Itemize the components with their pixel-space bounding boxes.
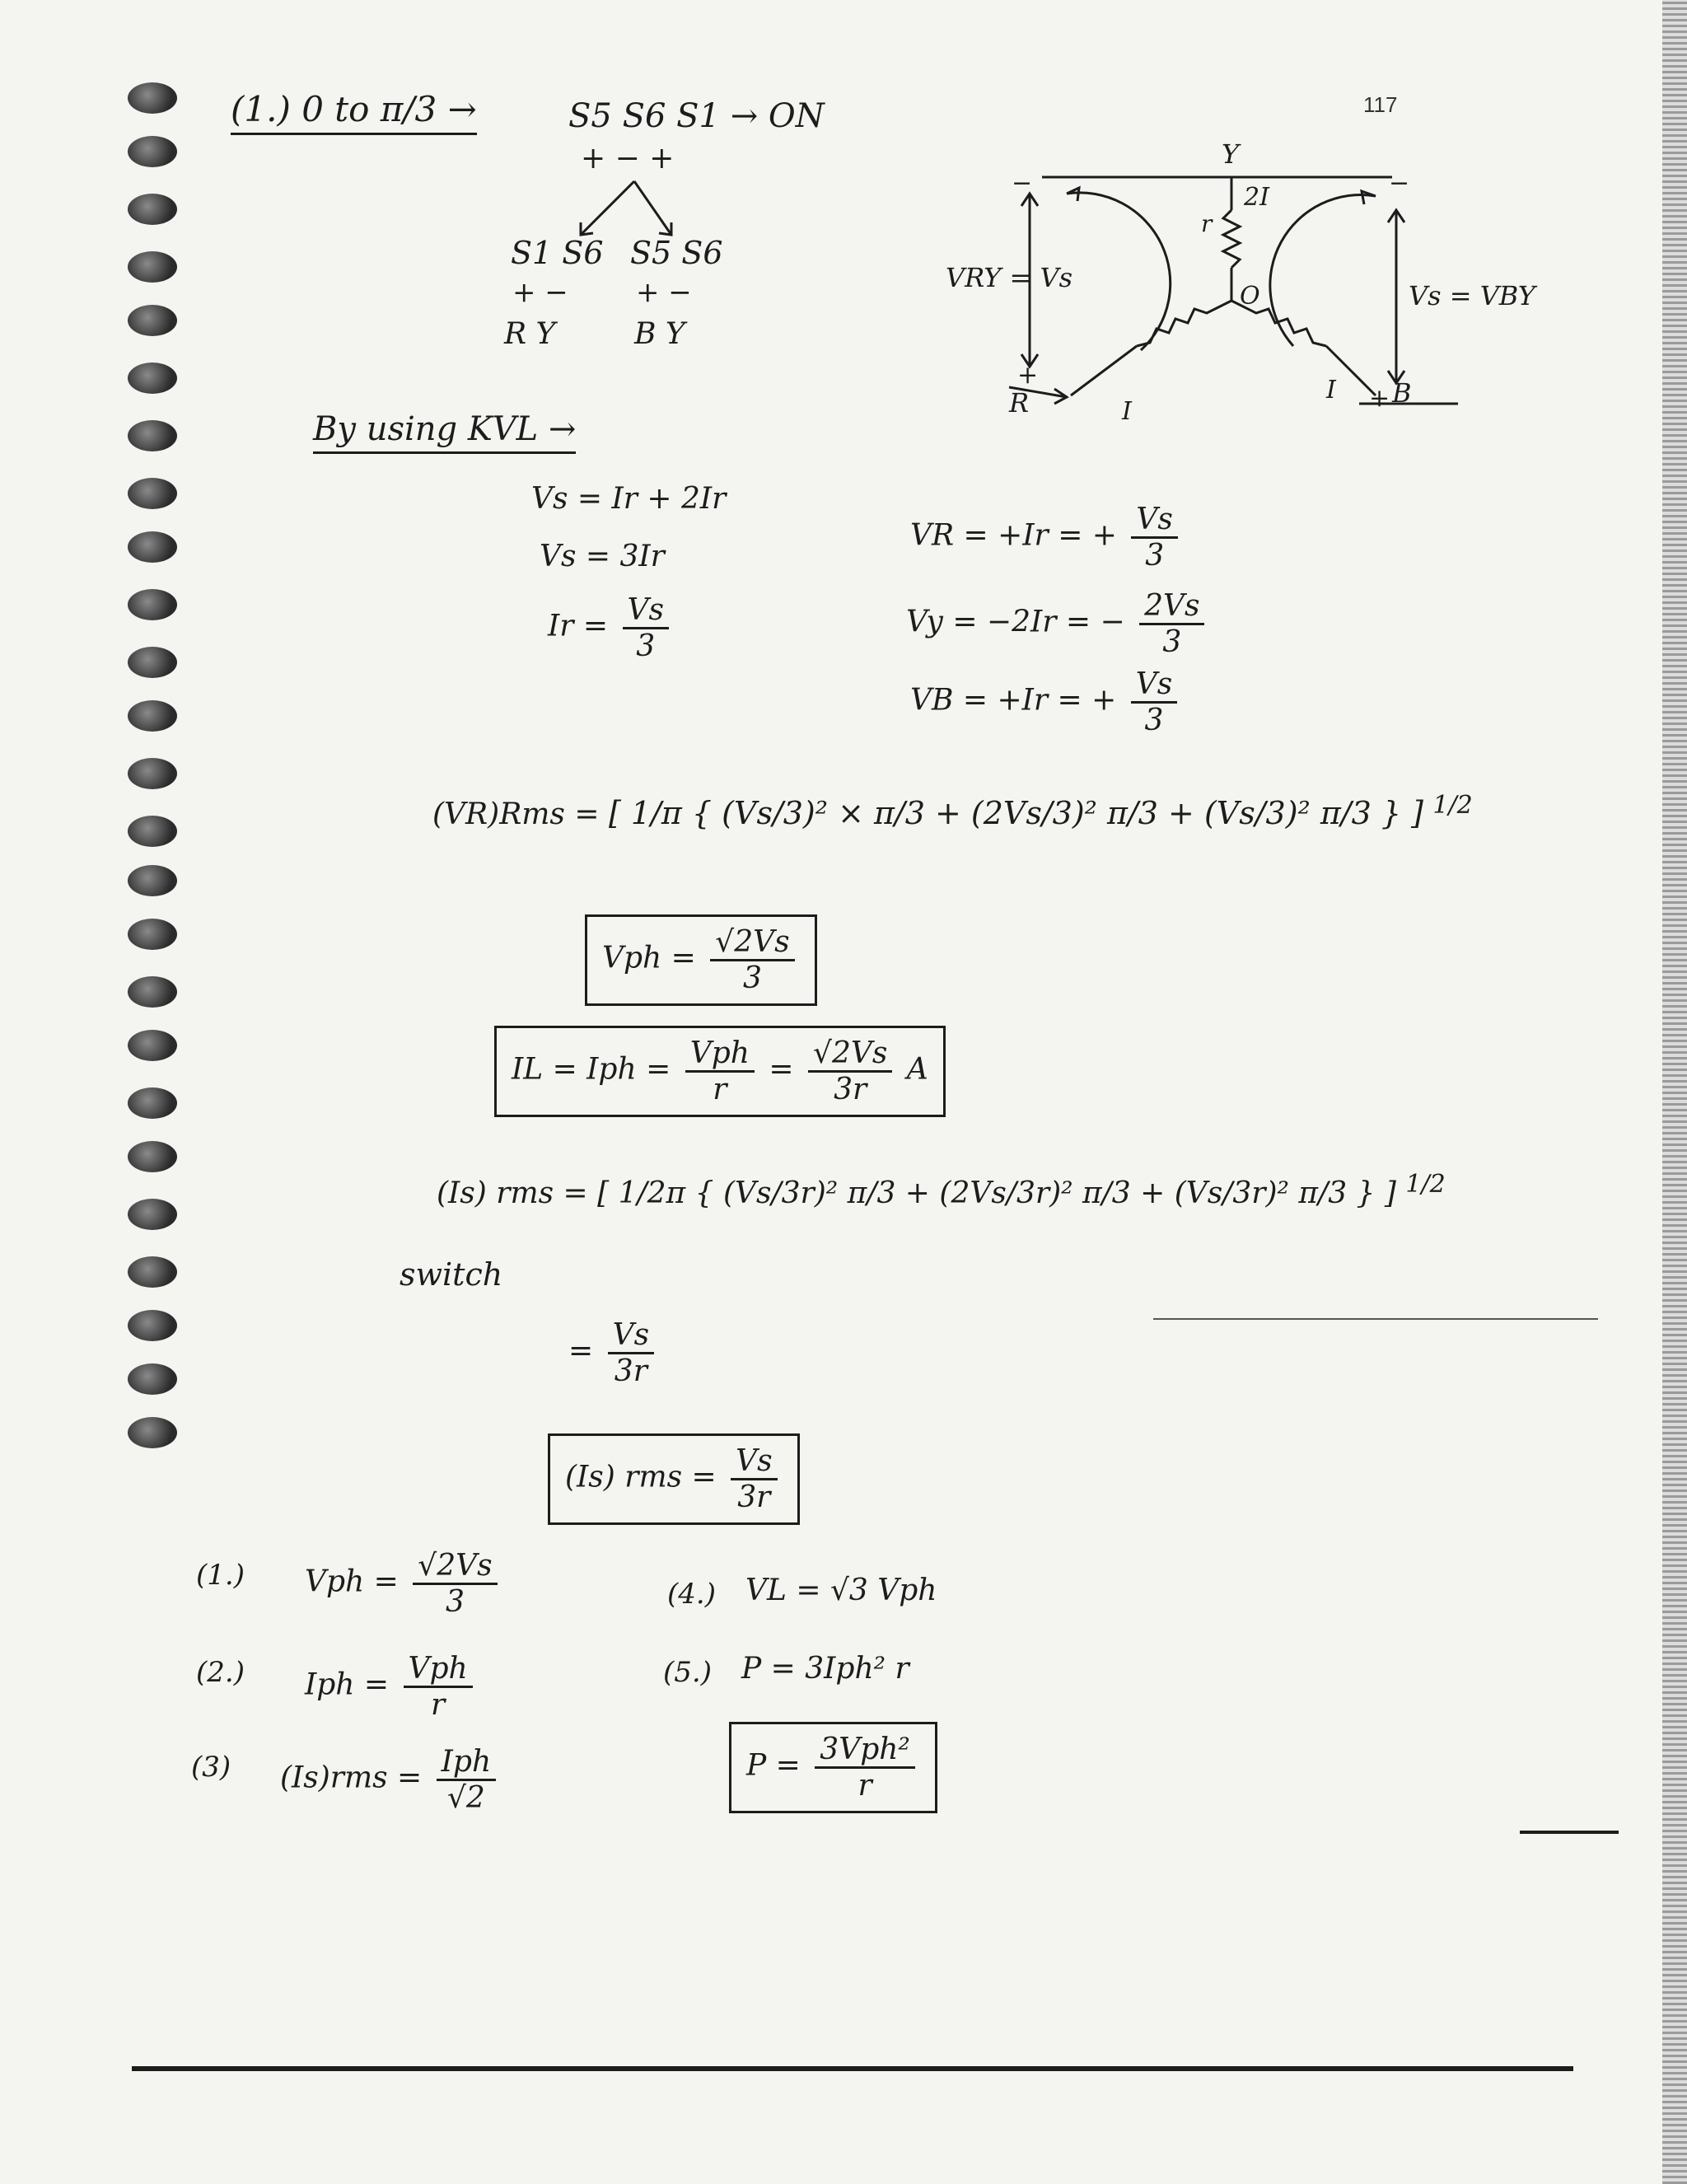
margin-mark [1520,1831,1619,1834]
vr-equation: VR = +Ir = + $\frac{Vs}{3}$ [910,503,1183,573]
scan-edge [1662,0,1687,2184]
current-2i: 2I [1244,183,1269,212]
is-simplified: = $\frac{Vs}{3r}$ [568,1318,659,1388]
node-o: O [1240,282,1260,311]
right-signs: + − [636,276,692,309]
kvl-heading: By using KVL → [313,410,576,454]
current-i-left: I [1122,397,1132,426]
minus-left: − [1012,169,1033,198]
node-b: B [1392,377,1412,409]
left-pair: S1 S6 [511,235,604,271]
divider-line [1153,1318,1598,1320]
node-y: Y [1222,138,1240,170]
vr-rms-equation: (VR)Rms = [ 1/π { (Vs/3)² × π/3 + (2Vs/3)² π/3 + (Vs/3)² π/3 } ] $^{1/2}$ [432,791,1473,831]
page-number: 117 [1363,92,1398,117]
summary-index-3: (3) [191,1751,231,1784]
vph-result-box: Vph = $\frac{√2Vs}{3}$ [585,914,817,1006]
kvl-line-2: Vs = 3Ir [540,540,665,573]
on-switches: S5 S6 S1 → ON [568,97,825,135]
tree-branches [568,177,700,243]
kvl-line-3: Ir = $\frac{Vs}{3}$ [548,593,674,663]
right-phases: B Y [634,317,685,351]
summary-index-5: (5.) [663,1656,712,1689]
summary-item-3: (Is)rms = $\frac{\text{Iph}}{√2}$ [280,1745,501,1815]
left-phases: R Y [504,317,556,351]
kvl-line-1: Vs = Ir + 2Ir [531,482,727,516]
minus-right: − [1389,169,1410,198]
vby-label: Vs = VBY [1409,280,1535,311]
vry-label: VRY = Vs [946,262,1073,293]
is-result-box: (Is) rms = $\frac{Vs}{3r}$ [548,1433,800,1525]
power-result-box: P = $\frac{\text{3Vph²}}{r}$ [729,1722,937,1813]
is-rms-equation: (Is) rms = [ 1/2π { (Vs/3r)² π/3 + (2Vs/3r)² π/3 + (Vs/3r)² π/3 } ] $^{1/2}$ [437,1170,1446,1210]
section-heading: (1.) 0 to π/3 → [231,89,477,135]
vb-equation: VB = +Ir = + $\frac{Vs}{3}$ [910,667,1182,737]
summary-item-1: Vph = $\frac{√2Vs}{3}$ [305,1549,502,1619]
summary-item-4: VL = √3 Vph [745,1574,937,1607]
summary-index-2: (2.) [196,1656,245,1689]
right-pair: S5 S6 [630,235,723,271]
switch-label: switch [400,1256,503,1293]
summary-index-1: (1.) [196,1559,245,1592]
page-bottom-line [132,2066,1573,2071]
summary-item-5: P = 3Iph² r [741,1652,909,1686]
left-signs: + − [512,276,568,309]
plus-left: + [1017,361,1039,390]
plus-right: + [1369,384,1390,413]
current-i-right: I [1326,376,1336,405]
resistor-y-label: r [1201,210,1213,237]
vy-equation: Vy = −2Ir = − $\frac{2Vs}{3}$ [906,589,1209,659]
il-result-box: IL = Iph = $\frac{\text{Vph}}{r}$ = $\frac{√2Vs}{3r}$ A [494,1026,946,1117]
on-signs: + − + [581,142,675,175]
summary-index-4: (4.) [667,1578,716,1611]
summary-item-2: Iph = $\frac{\text{Vph}}{r}$ [305,1652,478,1722]
node-r: R [1009,387,1030,419]
